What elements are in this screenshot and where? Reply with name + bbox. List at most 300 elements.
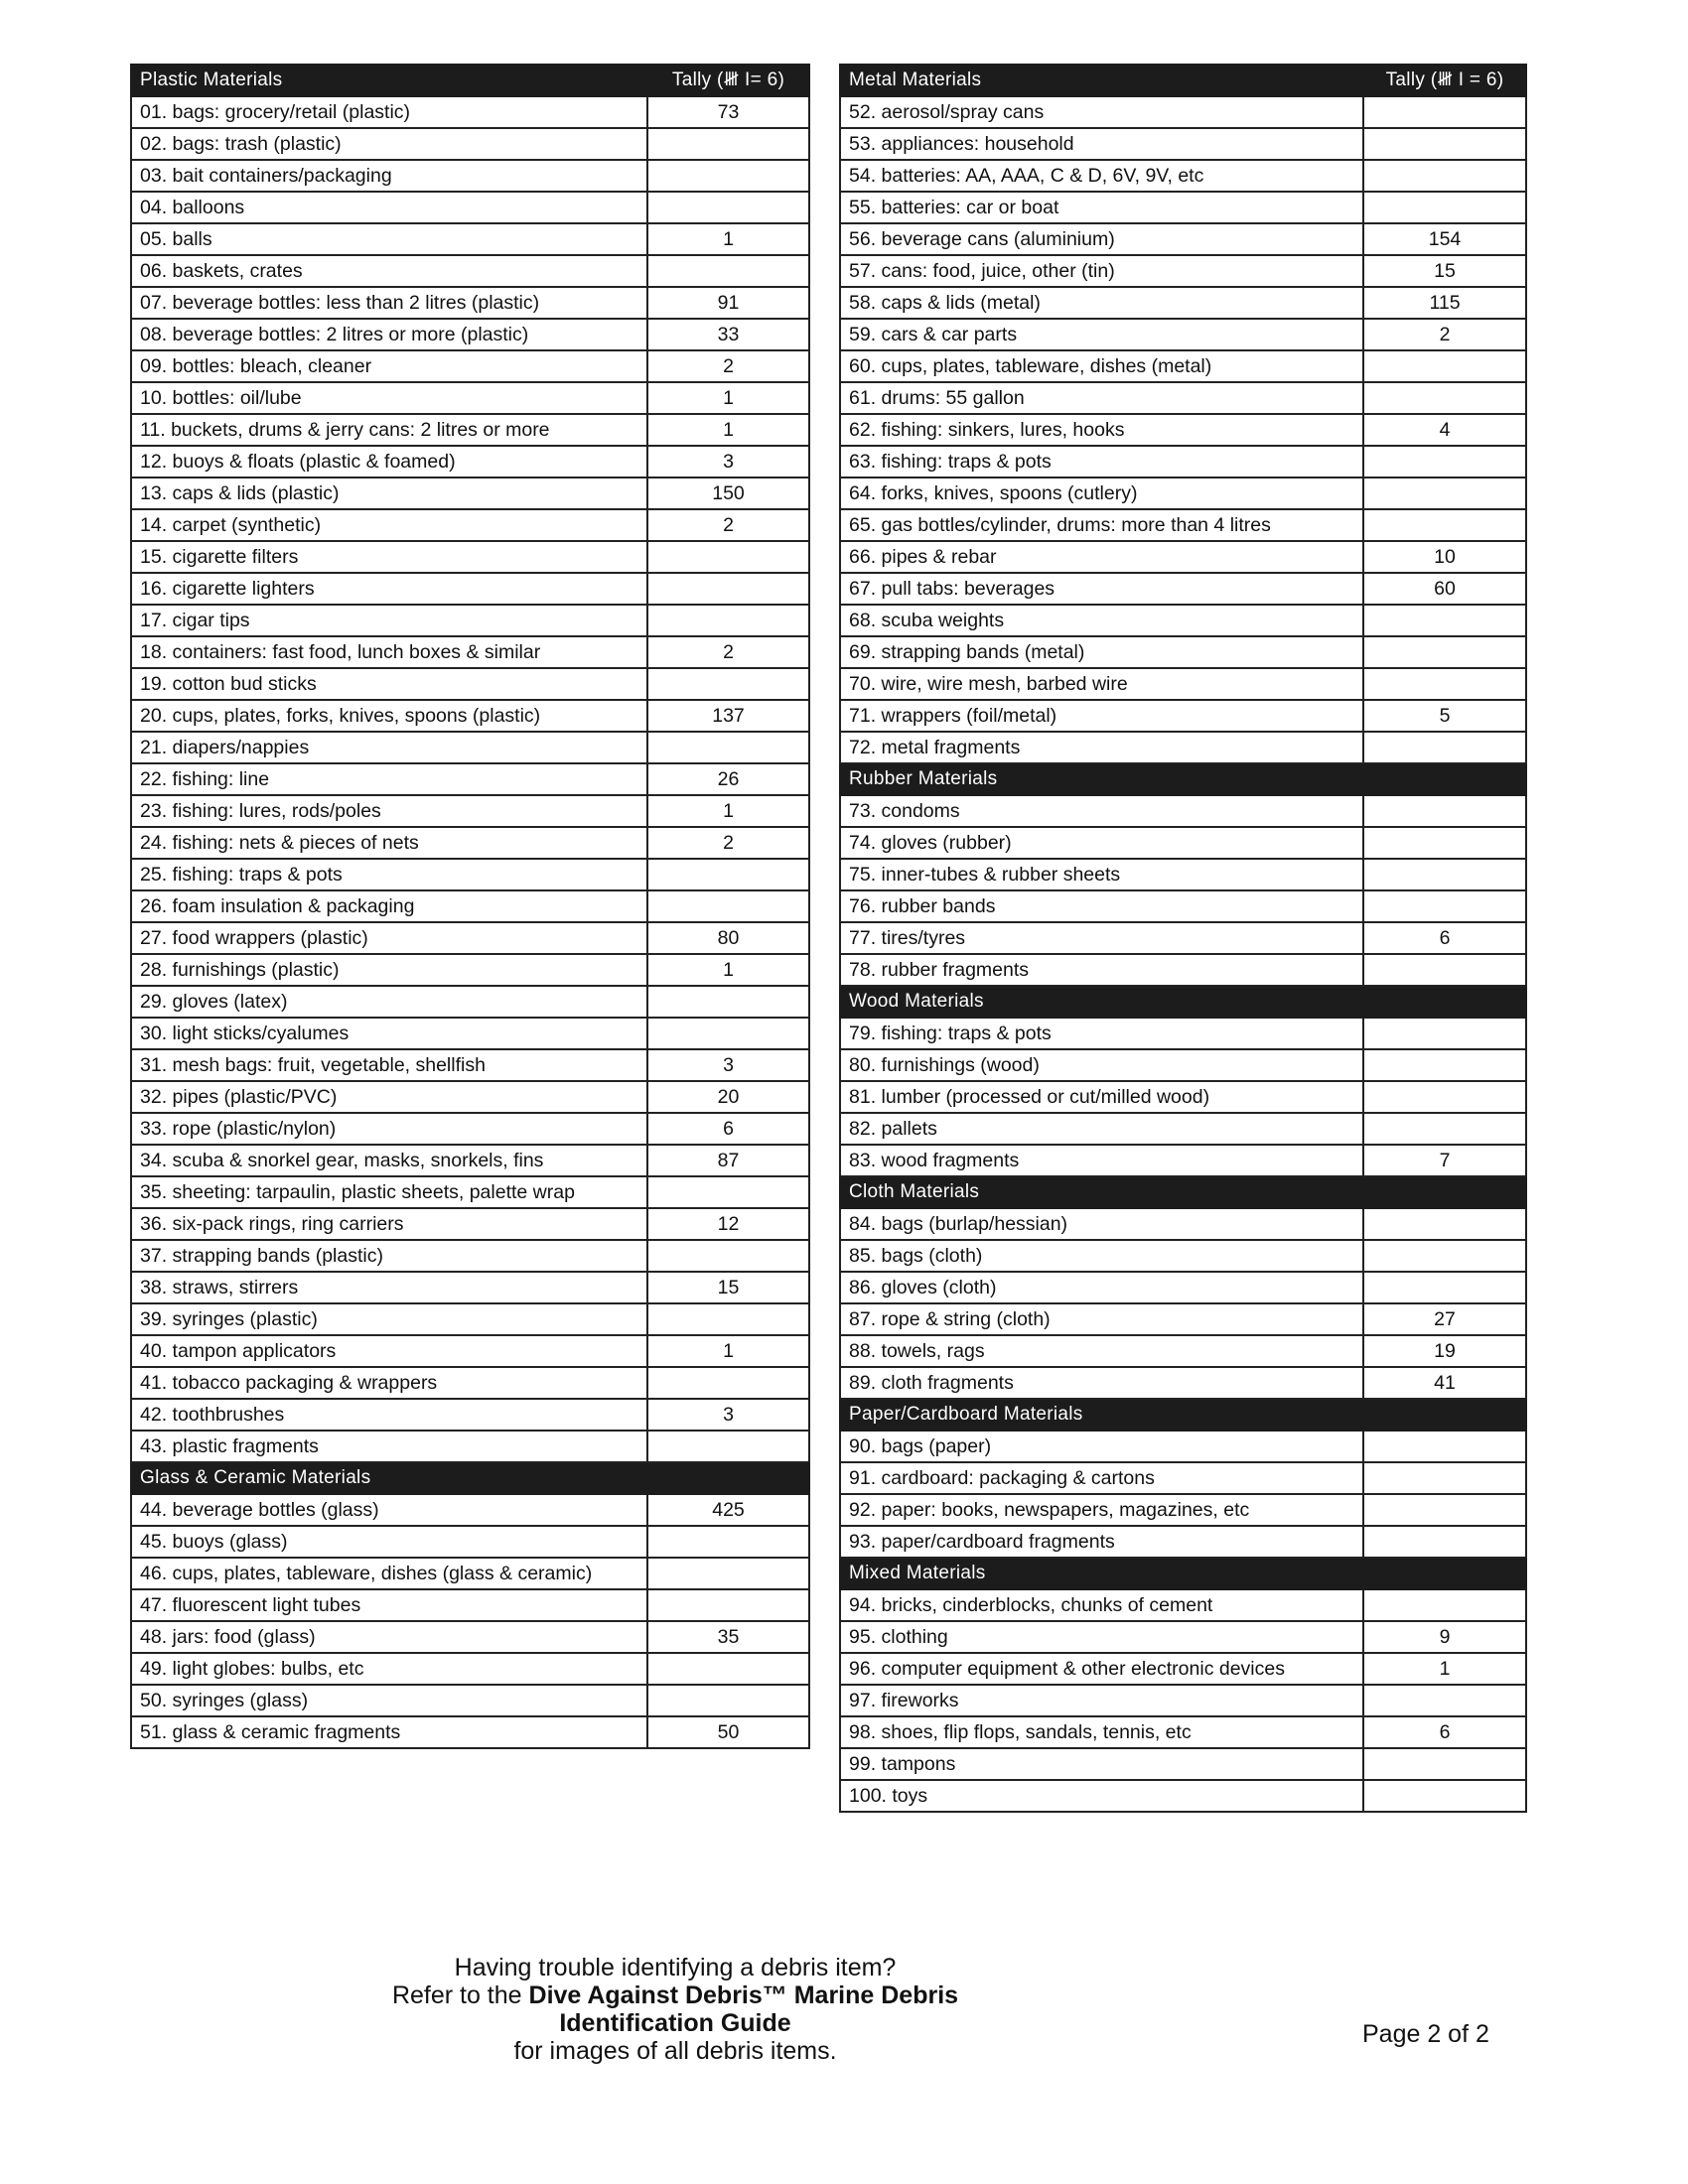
tally-value-cell[interactable]	[647, 732, 809, 763]
tally-row	[131, 192, 809, 223]
tally-row	[840, 1589, 1526, 1621]
tally-value-cell[interactable]: 6	[1363, 1716, 1526, 1748]
tally-value-cell[interactable]	[647, 986, 809, 1018]
tally-value-cell[interactable]	[1363, 795, 1526, 827]
tally-row	[131, 859, 809, 890]
section-header	[840, 65, 1526, 96]
tally-row	[131, 1176, 809, 1208]
item-label: 48. jars: food (glass)	[131, 1621, 647, 1653]
tally-value-cell[interactable]: 3	[647, 1049, 809, 1081]
tally-row	[840, 1780, 1526, 1812]
section-title: Rubber Materials	[840, 763, 1363, 795]
tally-value-cell[interactable]: 19	[1363, 1335, 1526, 1367]
footer-line-3: for images of all debris items.	[513, 2037, 837, 2065]
tally-value-cell[interactable]	[647, 1018, 809, 1049]
guide-title: Dive Against Debris™ Marine Debris Identification Guide	[528, 1981, 959, 2037]
tally-value-cell[interactable]	[1363, 954, 1526, 986]
tally-value-cell[interactable]	[647, 1558, 809, 1589]
tally-value-cell[interactable]: 50	[647, 1716, 809, 1748]
tally-row	[840, 192, 1526, 223]
item-label: 76. rubber bands	[840, 890, 1363, 922]
tally-value-cell[interactable]	[1363, 668, 1526, 700]
tally-value-cell[interactable]: 60	[1363, 573, 1526, 605]
item-label: 27. food wrappers (plastic)	[131, 922, 647, 954]
tally-row	[840, 1145, 1526, 1176]
tally-row	[131, 1494, 809, 1526]
tally-row	[840, 96, 1526, 128]
tally-row	[131, 668, 809, 700]
tally-row	[131, 1272, 809, 1303]
tally-value-cell[interactable]	[1363, 446, 1526, 478]
item-label: 39. syringes (plastic)	[131, 1303, 647, 1335]
tally-row	[840, 573, 1526, 605]
item-label: 16. cigarette lighters	[131, 573, 647, 605]
item-label: 10. bottles: oil/lube	[131, 382, 647, 414]
footer-note	[328, 1954, 1023, 2065]
tally-value-cell[interactable]	[1363, 827, 1526, 859]
tally-value-cell[interactable]	[1363, 1462, 1526, 1494]
tally-value-cell[interactable]	[1363, 478, 1526, 509]
tally-row	[131, 1145, 809, 1176]
item-label: 77. tires/tyres	[840, 922, 1363, 954]
tally-value-cell[interactable]: 15	[647, 1272, 809, 1303]
tally-value-cell[interactable]: 2	[1363, 319, 1526, 350]
tally-row	[840, 1462, 1526, 1494]
tally-value-cell[interactable]	[647, 1303, 809, 1335]
item-label: 57. cans: food, juice, other (tin)	[840, 255, 1363, 287]
right-tally-column	[839, 64, 1527, 1813]
tally-value-cell[interactable]: 1	[647, 382, 809, 414]
tally-value-cell[interactable]	[1363, 96, 1526, 128]
item-label: 08. beverage bottles: 2 litres or more (plastic)	[131, 319, 647, 350]
tally-header: Tally (𝍸 I = 6)	[1363, 65, 1526, 96]
item-label: 12. buoys & floats (plastic & foamed)	[131, 446, 647, 478]
tally-value-cell[interactable]: 3	[647, 1399, 809, 1431]
item-label: 37. strapping bands (plastic)	[131, 1240, 647, 1272]
tally-value-cell[interactable]	[1363, 1113, 1526, 1145]
item-label: 74. gloves (rubber)	[840, 827, 1363, 859]
tally-value-cell[interactable]: 41	[1363, 1367, 1526, 1399]
item-label: 36. six-pack rings, ring carriers	[131, 1208, 647, 1240]
tally-value-cell[interactable]	[1363, 1494, 1526, 1526]
item-label: 61. drums: 55 gallon	[840, 382, 1363, 414]
tally-value-cell[interactable]: 6	[1363, 922, 1526, 954]
item-label: 25. fishing: traps & pots	[131, 859, 647, 890]
item-label: 70. wire, wire mesh, barbed wire	[840, 668, 1363, 700]
tally-row	[131, 128, 809, 160]
tally-row	[131, 732, 809, 763]
tally-value-cell[interactable]	[1363, 1526, 1526, 1558]
item-label: 17. cigar tips	[131, 605, 647, 636]
item-label: 15. cigarette filters	[131, 541, 647, 573]
item-label: 93. paper/cardboard fragments	[840, 1526, 1363, 1558]
section-title: Metal Materials	[840, 65, 1363, 96]
tally-row	[840, 1303, 1526, 1335]
tally-value-cell[interactable]	[1363, 1431, 1526, 1462]
tally-row	[131, 96, 809, 128]
tally-row	[131, 1208, 809, 1240]
item-label: 14. carpet (synthetic)	[131, 509, 647, 541]
item-label: 45. buoys (glass)	[131, 1526, 647, 1558]
footer-line-2	[328, 1981, 1023, 2037]
tally-row	[131, 1621, 809, 1653]
tally-value-cell[interactable]: 2	[647, 636, 809, 668]
item-label: 60. cups, plates, tableware, dishes (metal)	[840, 350, 1363, 382]
tally-value-cell[interactable]: 10	[1363, 541, 1526, 573]
item-label: 19. cotton bud sticks	[131, 668, 647, 700]
item-label: 22. fishing: line	[131, 763, 647, 795]
item-label: 21. diapers/nappies	[131, 732, 647, 763]
item-label: 34. scuba & snorkel gear, masks, snorkels, fins	[131, 1145, 647, 1176]
tally-row	[131, 1526, 809, 1558]
tally-value-cell[interactable]: 33	[647, 319, 809, 350]
footer-line-2-prefix: Refer to the	[391, 1981, 529, 2009]
tally-row	[840, 1494, 1526, 1526]
tally-header	[1363, 763, 1526, 795]
item-label: 33. rope (plastic/nylon)	[131, 1113, 647, 1145]
tally-header	[1363, 1399, 1526, 1431]
tally-row	[840, 1685, 1526, 1716]
section-header	[840, 986, 1526, 1018]
tally-value-cell[interactable]: 115	[1363, 287, 1526, 319]
tally-value-cell[interactable]: 1	[1363, 1653, 1526, 1685]
tally-value-cell[interactable]: 1	[647, 414, 809, 446]
item-label: 64. forks, knives, spoons (cutlery)	[840, 478, 1363, 509]
tally-row	[840, 827, 1526, 859]
item-label: 75. inner-tubes & rubber sheets	[840, 859, 1363, 890]
tally-value-cell[interactable]	[647, 890, 809, 922]
tally-value-cell[interactable]	[1363, 1685, 1526, 1716]
item-label: 03. bait containers/packaging	[131, 160, 647, 192]
item-label: 53. appliances: household	[840, 128, 1363, 160]
tally-row	[840, 859, 1526, 890]
tally-row	[840, 1113, 1526, 1145]
tally-value-cell[interactable]	[647, 605, 809, 636]
tally-row	[131, 1367, 809, 1399]
tally-value-cell[interactable]: 73	[647, 96, 809, 128]
item-label: 95. clothing	[840, 1621, 1363, 1653]
tally-row	[131, 382, 809, 414]
tally-value-cell[interactable]: 15	[1363, 255, 1526, 287]
item-label: 69. strapping bands (metal)	[840, 636, 1363, 668]
tally-value-cell[interactable]	[647, 1431, 809, 1462]
item-label: 49. light globes: bulbs, etc	[131, 1653, 647, 1685]
tally-row	[840, 223, 1526, 255]
item-label: 59. cars & car parts	[840, 319, 1363, 350]
tally-row	[840, 954, 1526, 986]
tally-value-cell[interactable]	[1363, 382, 1526, 414]
tally-value-cell[interactable]	[1363, 1589, 1526, 1621]
item-label: 94. bricks, cinderblocks, chunks of cement	[840, 1589, 1363, 1621]
left-tally-table	[130, 64, 810, 1749]
tally-value-cell[interactable]	[1363, 1049, 1526, 1081]
item-label: 98. shoes, flip flops, sandals, tennis, etc	[840, 1716, 1363, 1748]
tally-value-cell[interactable]: 26	[647, 763, 809, 795]
item-label: 24. fishing: nets & pieces of nets	[131, 827, 647, 859]
tally-row	[840, 509, 1526, 541]
item-label: 40. tampon applicators	[131, 1335, 647, 1367]
item-label: 99. tampons	[840, 1748, 1363, 1780]
tally-value-cell[interactable]	[1363, 605, 1526, 636]
tally-row	[131, 255, 809, 287]
section-header	[131, 1462, 809, 1494]
tally-value-cell[interactable]: 137	[647, 700, 809, 732]
tally-header	[1363, 1558, 1526, 1589]
tally-value-cell[interactable]	[1363, 1272, 1526, 1303]
section-header	[840, 1558, 1526, 1589]
tally-row	[131, 827, 809, 859]
tally-value-cell[interactable]: 1	[647, 1335, 809, 1367]
tally-row	[131, 795, 809, 827]
item-label: 83. wood fragments	[840, 1145, 1363, 1176]
item-label: 09. bottles: bleach, cleaner	[131, 350, 647, 382]
tally-value-cell[interactable]: 20	[647, 1081, 809, 1113]
tally-row	[131, 478, 809, 509]
item-label: 26. foam insulation & packaging	[131, 890, 647, 922]
tally-row	[840, 1716, 1526, 1748]
item-label: 20. cups, plates, forks, knives, spoons (plastic)	[131, 700, 647, 732]
item-label: 44. beverage bottles (glass)	[131, 1494, 647, 1526]
item-label: 71. wrappers (foil/metal)	[840, 700, 1363, 732]
section-header	[840, 1399, 1526, 1431]
tally-value-cell[interactable]	[647, 541, 809, 573]
tally-value-cell[interactable]	[1363, 509, 1526, 541]
tally-row	[131, 1303, 809, 1335]
tally-row	[131, 1685, 809, 1716]
tally-value-cell[interactable]	[647, 668, 809, 700]
tally-row	[840, 668, 1526, 700]
tally-value-cell[interactable]	[1363, 890, 1526, 922]
tally-row	[840, 636, 1526, 668]
tally-row	[840, 1335, 1526, 1367]
tally-value-cell[interactable]	[1363, 636, 1526, 668]
item-label: 42. toothbrushes	[131, 1399, 647, 1431]
tally-row	[840, 541, 1526, 573]
tally-value-cell[interactable]	[647, 859, 809, 890]
item-label: 96. computer equipment & other electronic devices	[840, 1653, 1363, 1685]
item-label: 88. towels, rags	[840, 1335, 1363, 1367]
item-label: 65. gas bottles/cylinder, drums: more than 4 litres	[840, 509, 1363, 541]
tally-value-cell[interactable]	[1363, 1018, 1526, 1049]
tally-value-cell[interactable]: 2	[647, 509, 809, 541]
tally-value-cell[interactable]: 7	[1363, 1145, 1526, 1176]
tally-row	[840, 382, 1526, 414]
section-title: Glass & Ceramic Materials	[131, 1462, 647, 1494]
item-label: 92. paper: books, newspapers, magazines, etc	[840, 1494, 1363, 1526]
item-label: 58. caps & lids (metal)	[840, 287, 1363, 319]
tally-row	[131, 287, 809, 319]
tally-value-cell[interactable]: 2	[647, 350, 809, 382]
tally-value-cell[interactable]: 154	[1363, 223, 1526, 255]
tally-row	[131, 1716, 809, 1748]
tally-value-cell[interactable]	[647, 1653, 809, 1685]
item-label: 01. bags: grocery/retail (plastic)	[131, 96, 647, 128]
item-label: 28. furnishings (plastic)	[131, 954, 647, 986]
tally-value-cell[interactable]	[1363, 350, 1526, 382]
item-label: 86. gloves (cloth)	[840, 1272, 1363, 1303]
tally-row	[131, 1431, 809, 1462]
item-label: 54. batteries: AA, AAA, C & D, 6V, 9V, etc	[840, 160, 1363, 192]
tally-header	[1363, 1176, 1526, 1208]
tally-row	[131, 986, 809, 1018]
tally-row	[131, 1081, 809, 1113]
tally-row	[131, 890, 809, 922]
tally-row	[840, 1049, 1526, 1081]
tally-value-cell[interactable]	[1363, 732, 1526, 763]
item-label: 79. fishing: traps & pots	[840, 1018, 1363, 1049]
tally-value-cell[interactable]	[1363, 859, 1526, 890]
tally-row	[840, 1748, 1526, 1780]
tally-value-cell[interactable]	[1363, 1748, 1526, 1780]
item-label: 97. fireworks	[840, 1685, 1363, 1716]
item-label: 18. containers: fast food, lunch boxes & similar	[131, 636, 647, 668]
tally-row	[840, 414, 1526, 446]
tally-row	[840, 1431, 1526, 1462]
tally-row	[131, 541, 809, 573]
tally-row	[840, 1081, 1526, 1113]
tally-value-cell[interactable]	[1363, 1208, 1526, 1240]
tally-value-cell[interactable]: 425	[647, 1494, 809, 1526]
tally-row	[131, 319, 809, 350]
tally-row	[131, 700, 809, 732]
tally-value-cell[interactable]	[647, 128, 809, 160]
tally-row	[131, 922, 809, 954]
item-label: 91. cardboard: packaging & cartons	[840, 1462, 1363, 1494]
item-label: 46. cups, plates, tableware, dishes (glass & ceramic)	[131, 1558, 647, 1589]
tally-value-cell[interactable]: 91	[647, 287, 809, 319]
tally-value-cell[interactable]: 2	[647, 827, 809, 859]
tally-value-cell[interactable]	[647, 573, 809, 605]
item-label: 47. fluorescent light tubes	[131, 1589, 647, 1621]
tally-value-cell[interactable]: 27	[1363, 1303, 1526, 1335]
item-label: 80. furnishings (wood)	[840, 1049, 1363, 1081]
item-label: 38. straws, stirrers	[131, 1272, 647, 1303]
tally-value-cell[interactable]	[647, 1589, 809, 1621]
tally-header: Tally (𝍸 I= 6)	[647, 65, 809, 96]
item-label: 41. tobacco packaging & wrappers	[131, 1367, 647, 1399]
tally-row	[131, 605, 809, 636]
tally-value-cell[interactable]: 1	[647, 795, 809, 827]
tally-value-cell[interactable]	[647, 1240, 809, 1272]
tally-row	[840, 1240, 1526, 1272]
tally-value-cell[interactable]: 1	[647, 223, 809, 255]
page-number: Page 2 of 2	[1362, 2020, 1489, 2048]
tally-row	[131, 1049, 809, 1081]
tally-value-cell[interactable]	[647, 1176, 809, 1208]
tally-value-cell[interactable]: 35	[647, 1621, 809, 1653]
tally-value-cell[interactable]	[647, 1367, 809, 1399]
tally-value-cell[interactable]	[647, 160, 809, 192]
tally-row	[131, 954, 809, 986]
item-label: 30. light sticks/cyalumes	[131, 1018, 647, 1049]
item-label: 32. pipes (plastic/PVC)	[131, 1081, 647, 1113]
tally-value-cell[interactable]	[1363, 160, 1526, 192]
item-label: 63. fishing: traps & pots	[840, 446, 1363, 478]
tally-row	[840, 1621, 1526, 1653]
item-label: 43. plastic fragments	[131, 1431, 647, 1462]
tally-row	[840, 1367, 1526, 1399]
tally-row	[840, 350, 1526, 382]
tally-value-cell[interactable]: 12	[647, 1208, 809, 1240]
tally-row	[840, 1526, 1526, 1558]
tally-row	[840, 605, 1526, 636]
item-label: 100. toys	[840, 1780, 1363, 1812]
tally-row	[131, 350, 809, 382]
tally-header	[1363, 986, 1526, 1018]
tally-value-cell[interactable]: 5	[1363, 700, 1526, 732]
tally-row	[131, 160, 809, 192]
section-title: Cloth Materials	[840, 1176, 1363, 1208]
section-title: Plastic Materials	[131, 65, 647, 96]
item-label: 13. caps & lids (plastic)	[131, 478, 647, 509]
tally-value-cell[interactable]: 9	[1363, 1621, 1526, 1653]
section-header	[840, 1176, 1526, 1208]
tally-value-cell[interactable]: 4	[1363, 414, 1526, 446]
tally-value-cell[interactable]	[1363, 1240, 1526, 1272]
tally-value-cell[interactable]	[1363, 1780, 1526, 1812]
section-title: Wood Materials	[840, 986, 1363, 1018]
tally-row	[840, 1653, 1526, 1685]
tally-value-cell[interactable]: 3	[647, 446, 809, 478]
tally-row	[131, 223, 809, 255]
tally-row	[840, 1018, 1526, 1049]
tally-row	[131, 414, 809, 446]
tally-value-cell[interactable]: 80	[647, 922, 809, 954]
tally-row	[840, 890, 1526, 922]
tally-row	[131, 446, 809, 478]
section-header	[131, 65, 809, 96]
item-label: 81. lumber (processed or cut/milled wood)	[840, 1081, 1363, 1113]
tally-row	[840, 255, 1526, 287]
tally-value-cell[interactable]: 150	[647, 478, 809, 509]
tally-row	[131, 509, 809, 541]
tally-value-cell[interactable]	[647, 255, 809, 287]
tally-row	[840, 1208, 1526, 1240]
tally-value-cell[interactable]: 1	[647, 954, 809, 986]
right-tally-table	[839, 64, 1527, 1813]
item-label: 84. bags (burlap/hessian)	[840, 1208, 1363, 1240]
item-label: 05. balls	[131, 223, 647, 255]
item-label: 56. beverage cans (aluminium)	[840, 223, 1363, 255]
tally-value-cell[interactable]	[647, 192, 809, 223]
tally-row	[131, 1240, 809, 1272]
tally-value-cell[interactable]	[1363, 128, 1526, 160]
tally-row	[840, 287, 1526, 319]
tally-row	[840, 700, 1526, 732]
tally-row	[840, 1272, 1526, 1303]
tally-value-cell[interactable]	[1363, 1081, 1526, 1113]
tally-row	[131, 1335, 809, 1367]
tally-row	[131, 1558, 809, 1589]
section-title: Paper/Cardboard Materials	[840, 1399, 1363, 1431]
tally-value-cell[interactable]	[647, 1526, 809, 1558]
item-label: 66. pipes & rebar	[840, 541, 1363, 573]
tally-value-cell[interactable]: 6	[647, 1113, 809, 1145]
tally-row	[131, 573, 809, 605]
tally-row	[131, 1589, 809, 1621]
tally-row	[131, 636, 809, 668]
item-label: 67. pull tabs: beverages	[840, 573, 1363, 605]
tally-value-cell[interactable]: 87	[647, 1145, 809, 1176]
tally-row	[131, 1399, 809, 1431]
tally-value-cell[interactable]	[647, 1685, 809, 1716]
tally-row	[840, 128, 1526, 160]
item-label: 82. pallets	[840, 1113, 1363, 1145]
item-label: 29. gloves (latex)	[131, 986, 647, 1018]
item-label: 06. baskets, crates	[131, 255, 647, 287]
tally-value-cell[interactable]	[1363, 192, 1526, 223]
tally-row	[840, 160, 1526, 192]
